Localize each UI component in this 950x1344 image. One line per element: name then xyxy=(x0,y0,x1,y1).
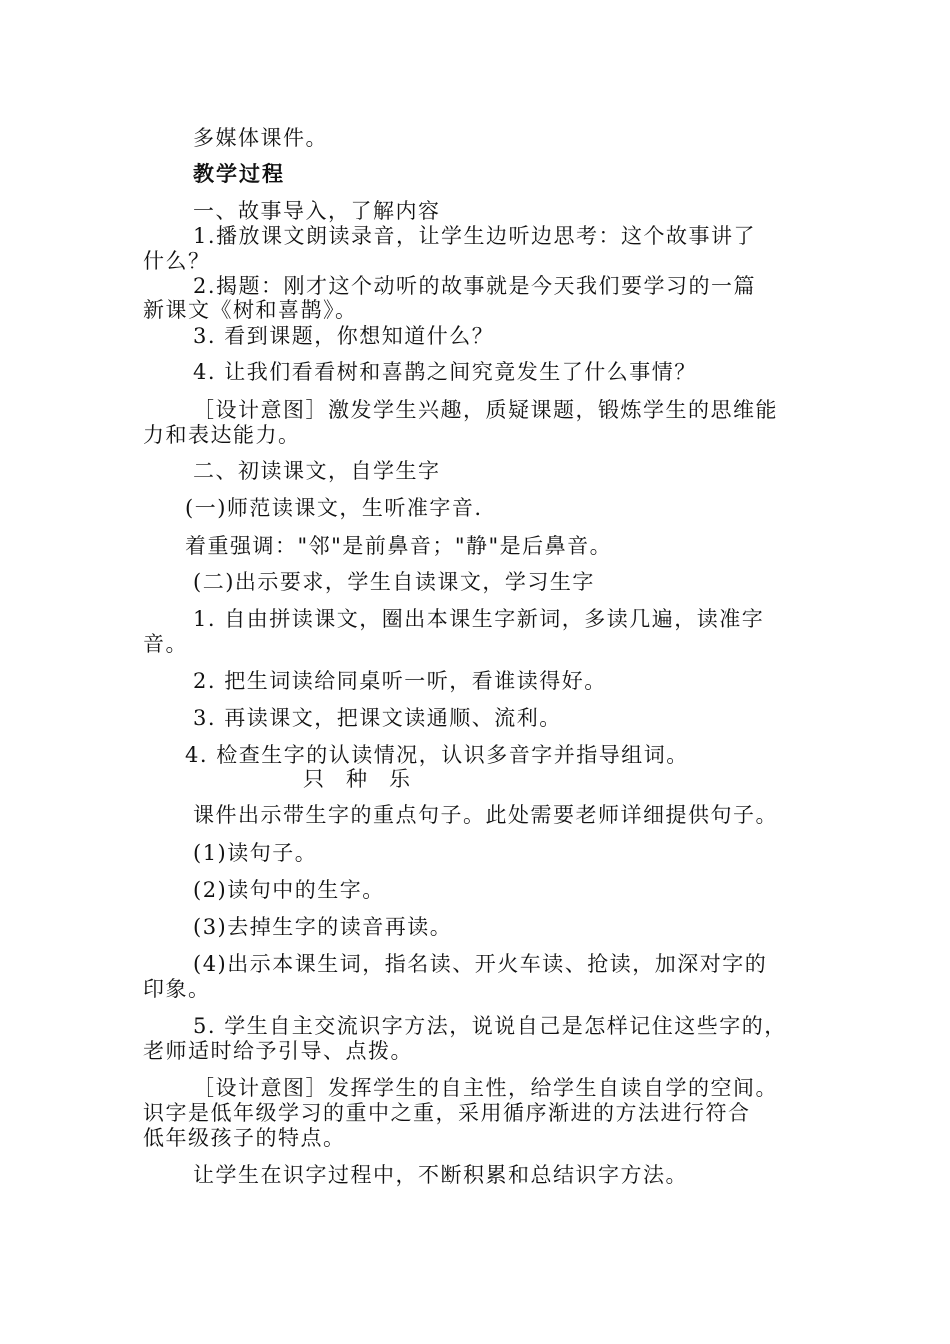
task-2-line: 2. 把生词读给同桌听一听，看谁读得好。 xyxy=(193,669,607,693)
section-one-title: 一、故事导入，了解内容 xyxy=(193,199,441,223)
section-heading: 教学过程 xyxy=(193,162,285,186)
reading-step-4-line-1: (4)出示本课生词，指名读、开火车读、抢读，加深对字的 xyxy=(193,952,768,976)
polyphone-row xyxy=(303,767,432,791)
reading-step-4-line-2: 印象。 xyxy=(143,977,211,1001)
task-5-line-2: 老师适时给予引导、点拨。 xyxy=(143,1039,413,1063)
courseware-line: 课件出示带生字的重点句子。此处需要老师详细提供句子。 xyxy=(193,803,778,827)
task-5-line-1: 5. 学生自主交流识字方法，说说自己是怎样记住这些字的， xyxy=(193,1014,787,1038)
reading-step-1: (1)读句子。 xyxy=(193,841,318,865)
sub-part-2-line: (二)出示要求，学生自读课文，学习生字 xyxy=(193,570,595,594)
design-intent-1-line-1: ［设计意图］激发学生兴趣，质疑课题，锻炼学生的思维能 xyxy=(193,398,778,422)
task-4-line: 4. 检查生字的认读情况，认识多音字并指导组词。 xyxy=(185,743,689,767)
design-intent-1-line-2: 力和表达能力。 xyxy=(143,423,301,447)
step-1-line-2: 什么？ xyxy=(143,249,211,273)
step-1-line-1: 1.播放课文朗读录音，让学生边听边思考：这个故事讲了 xyxy=(193,224,757,248)
step-2-line-1: 2.揭题：刚才这个动听的故事就是今天我们要学习的一篇 xyxy=(193,274,757,298)
sub-part-1-line: (一)师范读课文，生听准字音. xyxy=(185,496,483,520)
polyphone-char: 只 xyxy=(303,767,324,791)
polyphone-char: 种 xyxy=(346,767,367,791)
design-intent-2-line-3: 低年级孩子的特点。 xyxy=(143,1126,346,1150)
closing-line: 让学生在识字过程中，不断积累和总结识字方法。 xyxy=(193,1163,688,1187)
task-1-line-2: 音。 xyxy=(143,632,188,656)
reading-step-2: (2)读句中的生字。 xyxy=(193,878,385,902)
task-3-line: 3. 再读课文，把课文读通顺、流利。 xyxy=(193,706,562,730)
section-two-title: 二、初读课文，自学生字 xyxy=(193,459,441,483)
reading-step-3: (3)去掉生字的读音再读。 xyxy=(193,915,453,939)
step-4-line: 4. 让我们看看树和喜鹊之间究竟发生了什么事情？ xyxy=(193,360,697,384)
design-intent-2-line-1: ［设计意图］发挥学生的自主性，给学生自读自学的空间。 xyxy=(193,1076,778,1100)
step-3-line: 3. 看到课题，你想知道什么？ xyxy=(193,324,495,348)
polyphone-char: 乐 xyxy=(389,767,410,791)
design-intent-2-line-2: 识字是低年级学习的重中之重，采用循序渐进的方法进行符合 xyxy=(143,1101,751,1125)
emphasis-line: 着重强调："邻"是前鼻音；"静"是后鼻音。 xyxy=(185,534,613,558)
materials-line: 多媒体课件。 xyxy=(193,126,328,150)
task-1-line-1: 1. 自由拼读课文，圈出本课生字新词，多读几遍，读准字 xyxy=(193,607,765,631)
step-2-line-2: 新课文《树和喜鹊》。 xyxy=(143,298,358,322)
